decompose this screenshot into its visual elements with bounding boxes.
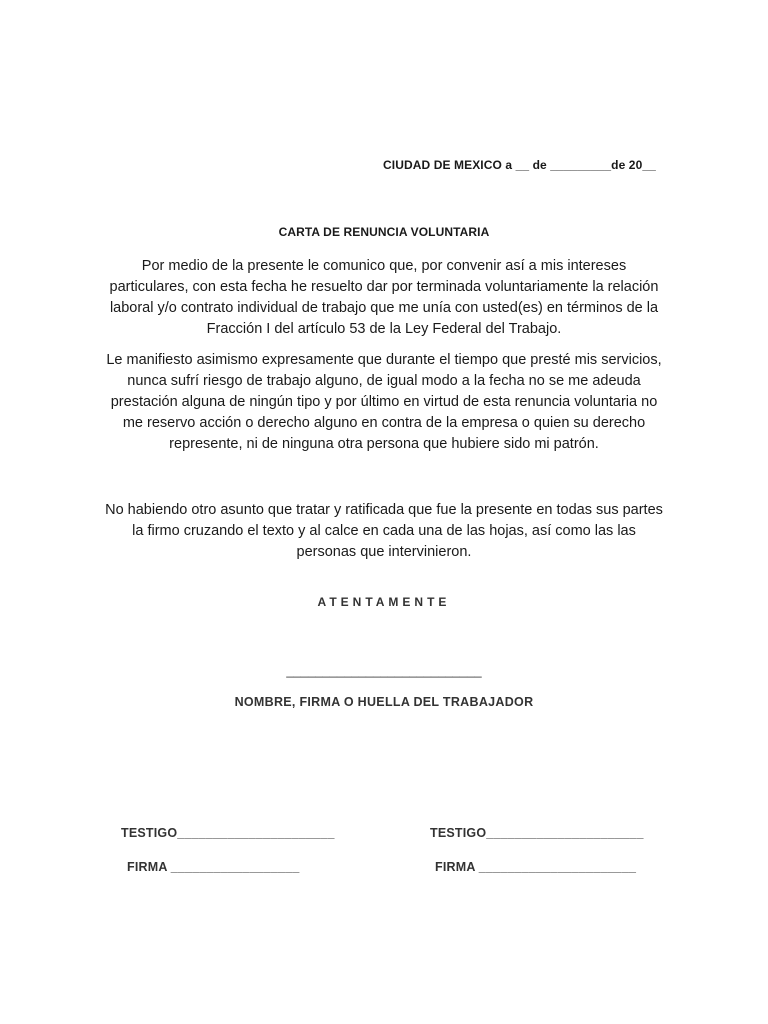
closing: ATENTAMENTE — [317, 595, 451, 609]
witness-right: TESTIGO______________________ — [430, 826, 644, 840]
firma-right: FIRMA ______________________ — [435, 860, 637, 874]
paragraph-1: Por medio de la presente le comunico que, por convenir así a mis intereses particulares, con esta fecha he resuelto dar por terminada voluntariamente la relación laboral y/o contrato individual de trabajo que me unía con usted(es) en términos de la Fracción I del artículo 53 de la Ley Federal del Trabajo. — [109, 258, 659, 337]
paragraph-3: No habiendo otro asunto que tratar y ratificada que fue la presente en todas sus partes la firmo cruzando el texto y al calce en cada una de las hojas, así como las las personas que intervinieron. — [105, 502, 663, 560]
witness-left: TESTIGO______________________ — [121, 826, 335, 840]
document-title: CARTA DE RENUNCIA VOLUNTARIA — [278, 225, 490, 239]
firma-left: FIRMA __________________ — [127, 860, 300, 874]
signature-label: NOMBRE, FIRMA O HUELLA DEL TRABAJADOR — [234, 695, 534, 709]
signature-line: ___________________________ — [286, 663, 482, 678]
date-line: CIUDAD DE MEXICO a __ de _________de 20__ — [383, 158, 656, 172]
paragraph-2: Le manifiesto asimismo expresamente que durante el tiempo que presté mis servicios, nunca sufrí riesgo de trabajo alguno, de igual modo a la fecha no se me adeuda prestación alguna de ningún tipo y por último en virtud de esta renuncia voluntaria no me reservo acción o derecho alguno en contra de la empresa o quien su derecho represente, ni de ninguna otra persona que hubiere sido mi patrón. — [106, 352, 662, 452]
